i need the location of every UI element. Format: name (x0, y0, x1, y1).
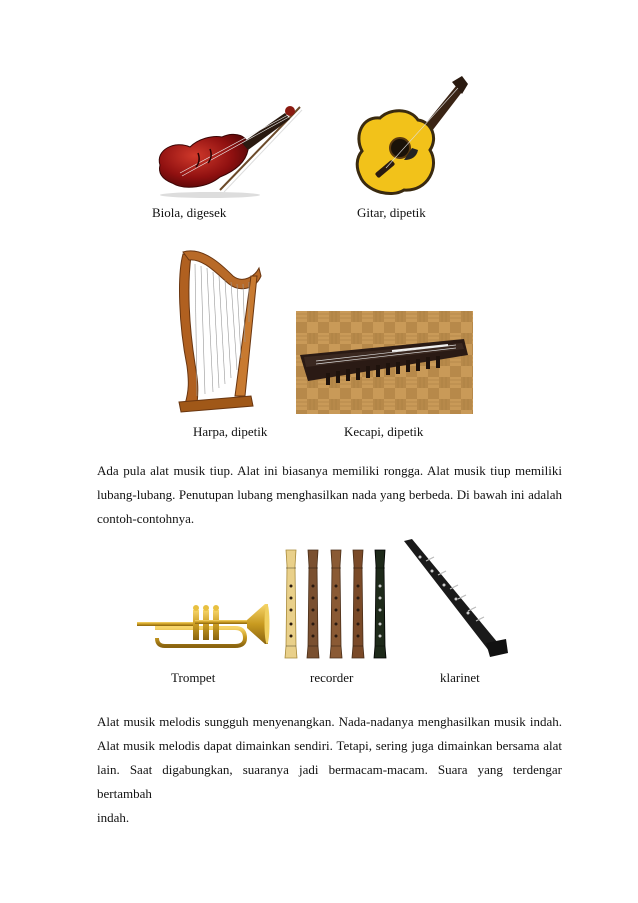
paragraph-line: lubang-lubang. Penutupan lubang menghasilkan nada yang berbeda. Di bawah ini adalah (97, 487, 562, 502)
paragraph-line: lain. Saat digabungkan, suaranya jadi bermacam-macam. Suara yang terdengar bertambah (97, 762, 562, 801)
kecapi-image (296, 311, 473, 414)
trumpet-image (135, 598, 270, 656)
kecapi-caption: Kecapi, dipetik (344, 424, 424, 439)
paragraph-line: Alat musik melodis sungguh menyenangkan. Nada-nadanya menghasilkan musik indah. (97, 714, 562, 729)
clarinet-image (398, 535, 513, 657)
harp-image (173, 246, 263, 414)
guitar-image (352, 76, 470, 198)
violin-caption: Biola, digesek (152, 205, 227, 220)
trumpet-caption: Trompet (171, 670, 216, 685)
paragraph-line: Ada pula alat musik tiup. Alat ini biasanya memiliki rongga. Alat musik tiup memiliki (97, 463, 562, 478)
paragraph-line: Alat musik melodis dapat dimainkan sendiri. Tetapi, sering juga dimainkan bersama alat (97, 738, 562, 753)
paragraph-melodic-instruments (97, 710, 562, 830)
recorders-image (283, 546, 393, 662)
paragraph-line: indah. (97, 810, 130, 825)
guitar-caption: Gitar, dipetik (357, 205, 426, 220)
clarinet-caption: klarinet (440, 670, 480, 685)
paragraph-line: contoh-contohnya. (97, 511, 195, 526)
recorder-caption: recorder (310, 670, 354, 685)
violin-image (150, 95, 310, 200)
paragraph-wind-instruments (97, 459, 562, 531)
harp-caption: Harpa, dipetik (193, 424, 268, 439)
